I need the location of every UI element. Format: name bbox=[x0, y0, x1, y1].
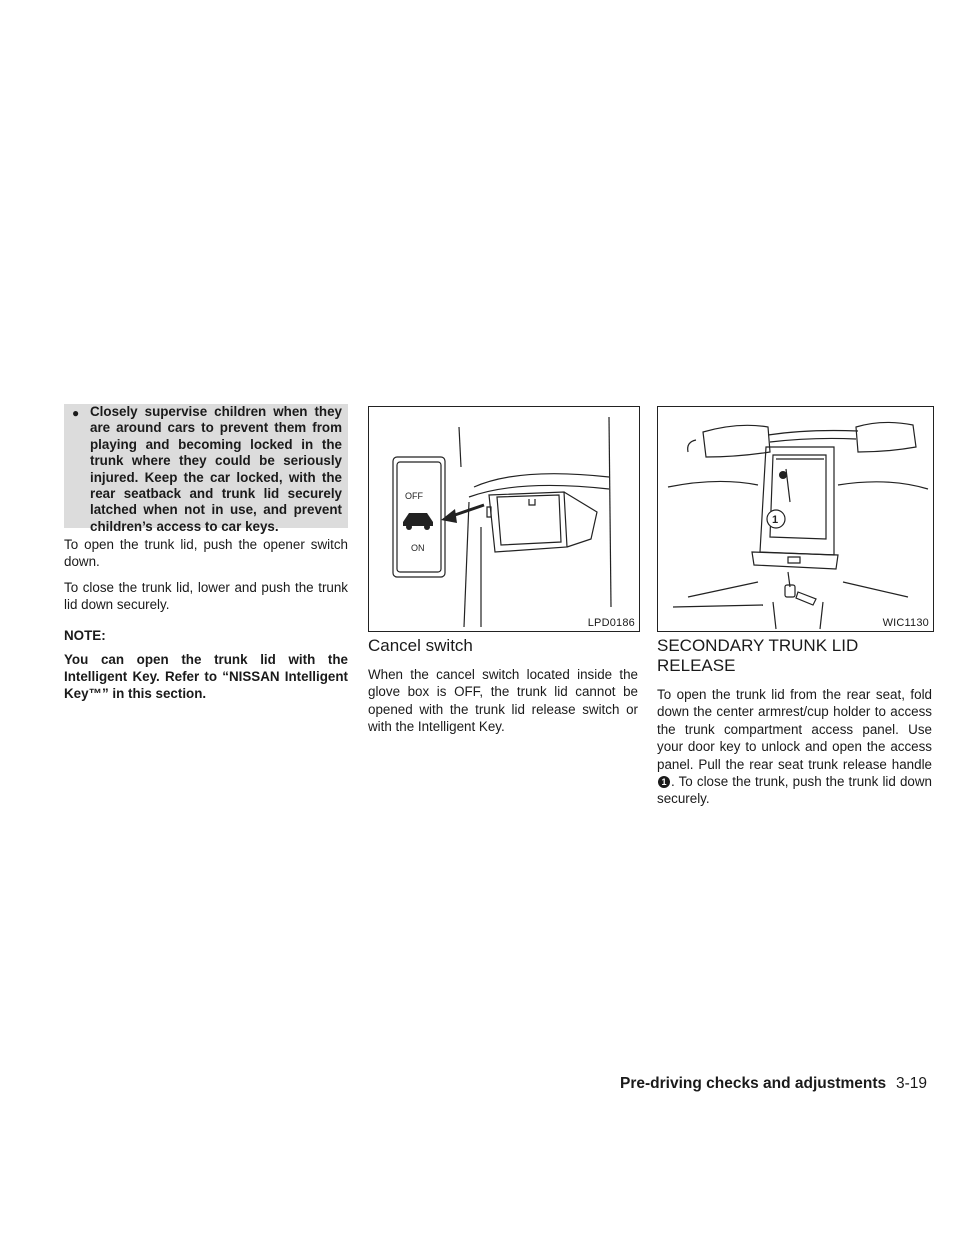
para-secondary-release bbox=[657, 686, 932, 808]
figure-callout-1: 1 bbox=[772, 514, 779, 526]
para-close-trunk: To close the trunk lid, lower and push the trunk lid down securely. bbox=[64, 579, 348, 613]
para-cancel-switch: When the cancel switch located inside the glove box is OFF, the trunk lid cannot be opened with the trunk lid release switch or with the Intelligent Key. bbox=[368, 667, 638, 735]
heading-secondary-release: SECONDARY TRUNK LID RELEASE bbox=[657, 636, 859, 675]
warning-bullet: ● bbox=[72, 406, 80, 420]
para-secondary-part2: . To close the trunk, push the trunk lid down securely. bbox=[657, 774, 932, 807]
switch-off-label: OFF bbox=[405, 491, 423, 501]
footer-page-number: 3-19 bbox=[896, 1075, 928, 1092]
rear-seat-illustration bbox=[658, 407, 933, 631]
middle-column-body bbox=[368, 636, 638, 736]
warning-text: Closely supervise children when they are around cars to prevent them from playing and becoming locked in the trunk where they could be seriously injured. Keep the car locked, with the rear seatback and trunk lid securely latched when not in use, and prevent children’s access to car keys. bbox=[90, 404, 342, 534]
figure-cancel-switch bbox=[368, 406, 640, 632]
right-column-body bbox=[657, 636, 932, 808]
para-open-trunk: To open the trunk lid, push the opener switch down. bbox=[64, 537, 348, 570]
footer-section-title: Pre-driving checks and adjustments bbox=[620, 1075, 887, 1092]
note-heading: NOTE: bbox=[64, 627, 106, 643]
para-secondary-part1: To open the trunk lid from the rear seat, fold down the center armrest/cup holder to access the trunk compartment access panel. Use your door key to unlock and open the access panel. Pull the rear seat trunk release handle bbox=[657, 687, 932, 772]
switch-on-label: ON bbox=[411, 543, 425, 553]
note-body: You can open the trunk lid with the Intelligent Key. Refer to “NISSAN Intelligent Key™” in this section. bbox=[64, 651, 348, 702]
glovebox-illustration bbox=[369, 407, 639, 631]
heading-cancel-switch: Cancel switch bbox=[368, 636, 473, 655]
figure-secondary-release bbox=[657, 406, 934, 632]
figure-code-lpd0186: LPD0186 bbox=[587, 617, 635, 629]
left-column-body bbox=[64, 536, 348, 703]
figure-code-wic1130: WIC1130 bbox=[882, 617, 929, 629]
callout-marker-icon: 1 bbox=[658, 776, 670, 788]
